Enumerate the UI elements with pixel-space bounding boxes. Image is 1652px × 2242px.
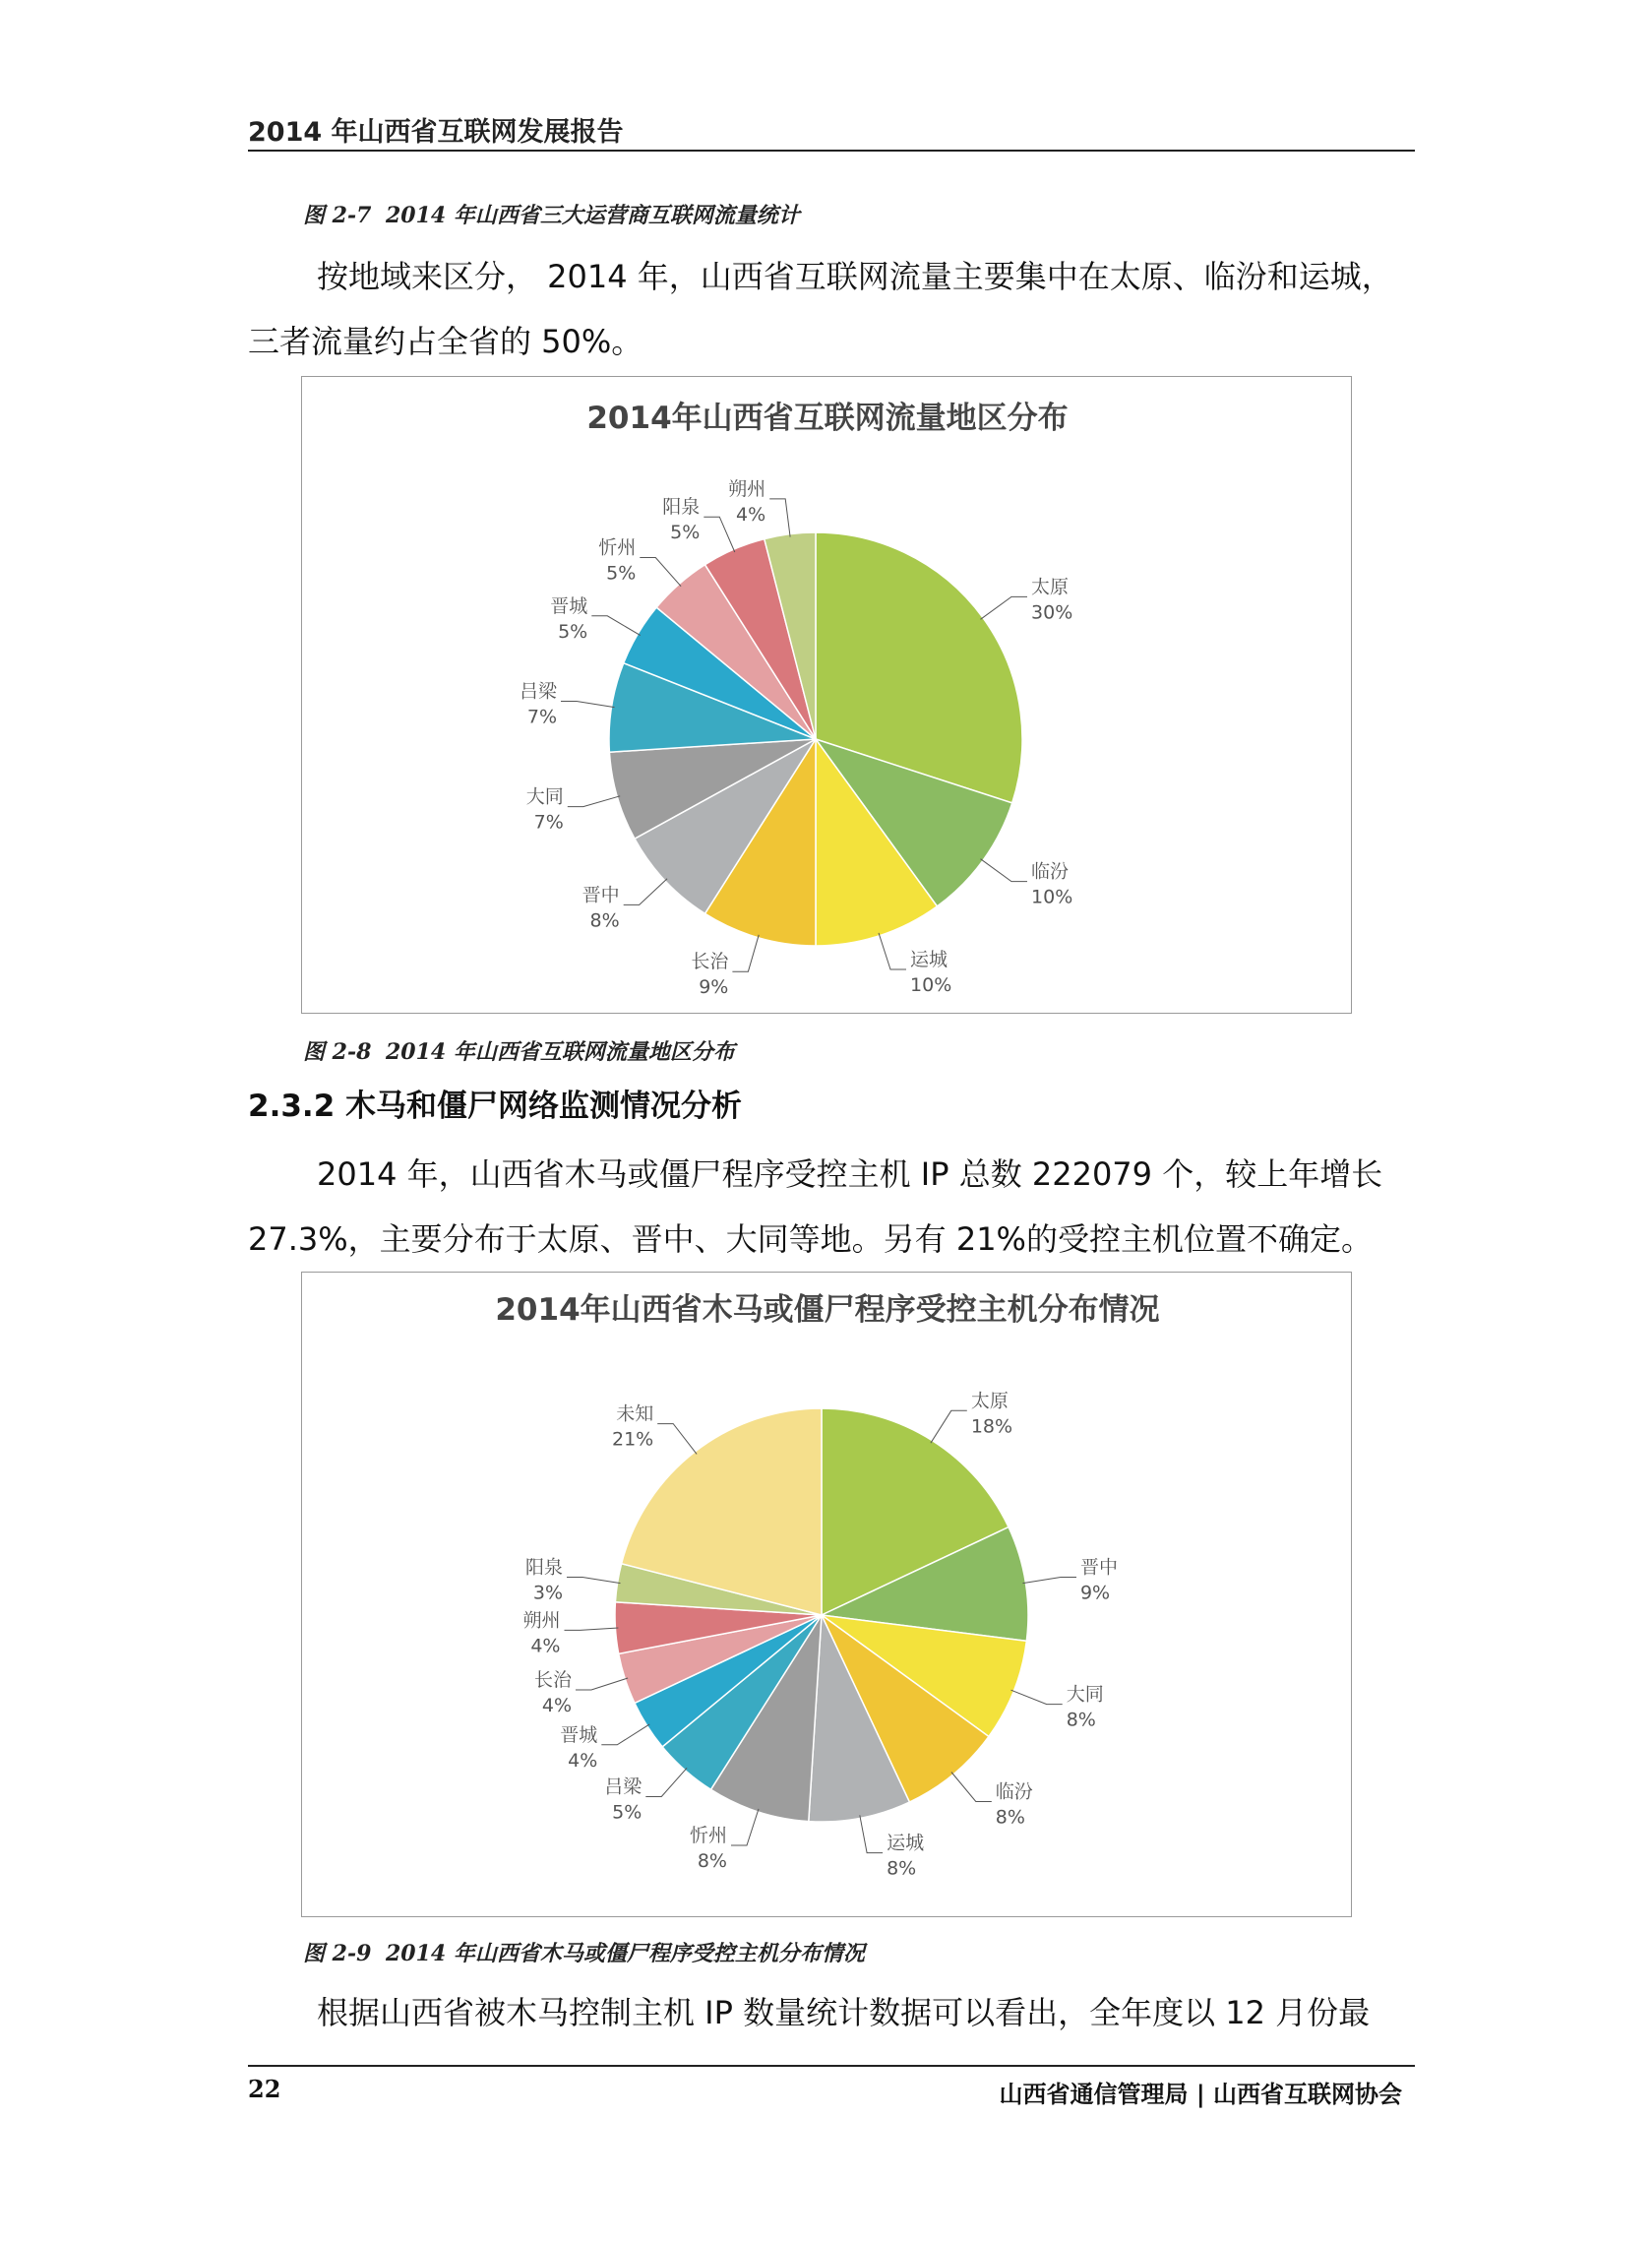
leader-line — [732, 935, 759, 971]
leader-line — [591, 616, 641, 636]
slice-category-label: 晋城 — [560, 1723, 598, 1746]
leader-line — [645, 1768, 687, 1796]
slice-category-label: 吕梁 — [520, 680, 558, 703]
slice-category-label: 太原 — [1031, 576, 1070, 598]
slice-value-label: 10% — [910, 973, 952, 996]
slice-category-label: 太原 — [970, 1390, 1009, 1412]
slice-value-label: 4% — [530, 1635, 561, 1657]
leader-line — [951, 1773, 992, 1802]
slice-value-label: 8% — [697, 1849, 727, 1872]
leader-line — [931, 1410, 967, 1443]
slice-value-label: 9% — [1079, 1582, 1111, 1604]
chart-title: 2014年山西省互联网流量地区分布 — [586, 401, 1069, 436]
footer-organization: 山西省通信管理局 | 山西省互联网协会 — [999, 2081, 1402, 2108]
slice-value-label: 7% — [526, 706, 558, 728]
leader-line — [704, 517, 735, 552]
slice-category-label: 临汾 — [995, 1780, 1033, 1803]
slice-value-label: 30% — [1031, 601, 1073, 624]
slice-value-label: 8% — [887, 1857, 917, 1880]
slice-value-label: 5% — [612, 1801, 642, 1824]
slice-value-label: 8% — [995, 1806, 1025, 1829]
caption-number: 图 2-7 — [303, 203, 372, 228]
slice-value-label: 9% — [699, 976, 729, 999]
page-number: 22 — [248, 2075, 281, 2103]
leader-line — [1011, 1690, 1063, 1704]
leader-line — [567, 1578, 621, 1584]
leader-line — [561, 702, 615, 708]
running-header: 2014 年山西省互联网发展报告 — [248, 117, 624, 148]
chart-traffic-svg — [302, 377, 1353, 1015]
slice-value-label: 7% — [533, 811, 564, 834]
leader-line — [731, 1809, 759, 1845]
slice-category-label: 未知 — [616, 1402, 654, 1425]
caption-text: 2014 年山西省木马或僵尸程序受控主机分布情况 — [386, 1941, 865, 1966]
slice-category-label: 长治 — [534, 1669, 573, 1692]
chart-trojan-svg — [302, 1273, 1353, 1918]
chart-title: 2014年山西省木马或僵尸程序受控主机分布情况 — [495, 1292, 1160, 1328]
slice-category-label: 阳泉 — [662, 496, 701, 519]
caption-text: 2014 年山西省互联网流量地区分布 — [386, 1039, 735, 1065]
paragraph-region-traffic: 按地域来区分， 2014 年，山西省互联网流量主要集中在太原、临汾和运城，三者流量约占全省的 50%。 — [248, 258, 1393, 360]
leader-line — [879, 933, 906, 969]
slice-category-label: 阳泉 — [525, 1556, 564, 1579]
slice-category-label: 朔州 — [728, 477, 766, 500]
slice-category-label: 长治 — [691, 951, 729, 973]
leader-line — [640, 558, 681, 587]
figure-caption-2-8 — [303, 1035, 735, 1066]
leader-line — [981, 859, 1028, 882]
slice-category-label: 晋中 — [1079, 1556, 1118, 1579]
paragraph-trojan-hosts: 2014 年，山西省木马或僵尸程序受控主机 IP 总数 222079 个，较上年增长 27.3%，主要分布于太原、晋中、大同等地。另有 21%的受控主机位置不确定。 — [248, 1155, 1383, 1258]
leader-line — [624, 879, 667, 905]
slice-value-label: 8% — [589, 909, 620, 932]
leader-line — [769, 499, 790, 537]
header-rule — [248, 150, 1415, 152]
slice-value-label: 18% — [970, 1415, 1013, 1438]
slice-category-label: 忻州 — [598, 536, 637, 559]
slice-value-label: 10% — [1031, 886, 1073, 908]
leader-line — [576, 1678, 628, 1690]
figure-caption-2-7 — [303, 199, 800, 229]
leader-line — [860, 1815, 883, 1852]
slice-value-label: 5% — [606, 562, 637, 585]
slice-value-label: 5% — [670, 522, 701, 544]
slice-value-label: 4% — [568, 1749, 598, 1772]
leader-line — [568, 796, 620, 807]
caption-number: 图 2-8 — [303, 1039, 372, 1065]
slice-category-label: 晋中 — [581, 884, 620, 906]
slice-value-label: 4% — [541, 1695, 573, 1717]
slice-value-label: 8% — [1066, 1709, 1096, 1731]
slice-category-label: 吕梁 — [604, 1775, 642, 1798]
slice-category-label: 大同 — [1066, 1683, 1104, 1706]
slice-value-label: 3% — [532, 1582, 564, 1604]
slice-value-label: 5% — [558, 620, 588, 643]
slice-category-label: 朔州 — [522, 1609, 561, 1632]
slice-category-label: 忻州 — [689, 1824, 727, 1846]
chart-traffic-by-region — [301, 376, 1352, 1014]
section-heading: 2.3.2 木马和僵尸网络监测情况分析 — [248, 1089, 743, 1124]
leader-line — [1023, 1578, 1077, 1584]
chart-trojan-hosts — [301, 1272, 1352, 1917]
slice-value-label: 21% — [611, 1428, 654, 1451]
leader-line — [981, 596, 1028, 619]
footer-rule — [248, 2065, 1415, 2067]
leader-line — [565, 1628, 619, 1630]
slice-category-label: 临汾 — [1031, 860, 1070, 883]
slice-category-label: 晋城 — [550, 594, 588, 617]
slice-value-label: 4% — [736, 503, 766, 526]
slice-category-label: 运城 — [910, 948, 948, 970]
caption-number: 图 2-9 — [303, 1941, 372, 1966]
figure-caption-2-9 — [303, 1937, 865, 1967]
slice-category-label: 运城 — [887, 1832, 925, 1854]
leader-line — [657, 1424, 697, 1455]
leader-line — [601, 1724, 649, 1745]
paragraph-monthly: 根据山西省被木马控制主机 IP 数量统计数据可以看出，全年度以 12 月份最 — [317, 1994, 1371, 2031]
caption-text: 2014 年山西省三大运营商互联网流量统计 — [386, 203, 800, 228]
slice-category-label: 大同 — [525, 785, 564, 808]
